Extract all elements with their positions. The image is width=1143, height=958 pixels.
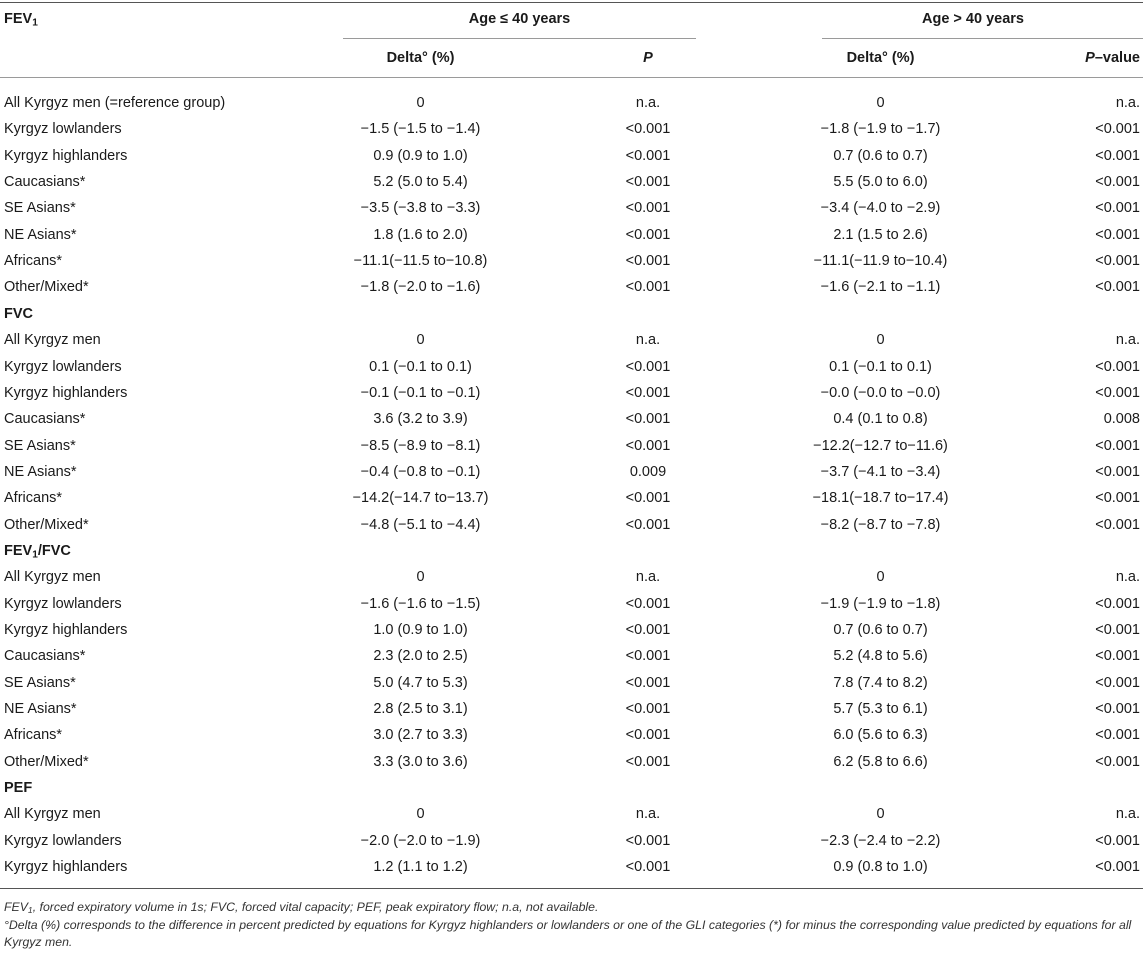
row-label: Kyrgyz lowlanders: [4, 121, 122, 138]
footnote-fev-text: FEV: [4, 900, 28, 914]
p-young-cell: <0.001: [625, 411, 671, 428]
delta-old-cell: 0: [876, 569, 885, 586]
section-title: [4, 538, 71, 564]
group-header-old: Age > 40 years: [922, 11, 1024, 27]
row-label: Other/Mixed*: [4, 753, 89, 770]
delta-old-cell: −3.4 (−4.0 to −2.9): [820, 200, 941, 217]
delta-young-cell: −0.4 (−0.8 to −0.1): [360, 463, 481, 480]
p-old-cell: <0.001: [1095, 226, 1140, 243]
group-young-rule: [343, 38, 696, 39]
delta-old-cell: −1.8 (−1.9 to −1.7): [820, 121, 941, 138]
delta-old-cell: −0.0 (−0.0 to −0.0): [820, 384, 941, 401]
header-bottom-rule: [0, 77, 1143, 78]
footnote-abbrev-rest: , forced expiratory volume in 1s; FVC, forced vital capacity; PEF, peak expiratory flow; n.a, not available.: [32, 900, 599, 914]
p-old-cell: <0.001: [1095, 463, 1140, 480]
table-row: [0, 433, 1143, 459]
p-old-cell: <0.001: [1095, 674, 1140, 691]
delta-old-cell: 7.8 (7.4 to 8.2): [833, 674, 928, 691]
delta-old-cell: −1.9 (−1.9 to −1.8): [820, 595, 941, 612]
table-row: [0, 670, 1143, 696]
p-young-cell: <0.001: [625, 701, 671, 718]
p-young-cell: <0.001: [625, 174, 671, 191]
p-old-cell: <0.001: [1095, 859, 1140, 876]
table-row: [0, 564, 1143, 590]
delta-old-cell: 5.2 (4.8 to 5.6): [833, 648, 928, 665]
group-old-rule: [822, 38, 1143, 39]
p-old-cell: <0.001: [1095, 437, 1140, 454]
p-young-cell: <0.001: [625, 674, 671, 691]
section-header-row: [0, 301, 1143, 327]
p-old-cell: <0.001: [1095, 358, 1140, 375]
p-young-cell: <0.001: [625, 490, 671, 507]
p-young-cell: <0.001: [625, 727, 671, 744]
delta-header-young: Delta° (%): [386, 50, 455, 66]
delta-old-cell: 0: [876, 95, 885, 111]
p-header-old: [1085, 49, 1140, 67]
delta-young-cell: 0: [416, 332, 425, 349]
p-young-cell: <0.001: [625, 832, 671, 849]
delta-young-cell: −8.5 (−8.9 to −8.1): [360, 437, 481, 454]
p-old-cell: n.a.: [1115, 332, 1140, 349]
delta-young-cell: −2.0 (−2.0 to −1.9): [360, 832, 481, 849]
table-row: [0, 643, 1143, 669]
delta-old-cell: −8.2 (−8.7 to −7.8): [820, 516, 941, 533]
table-row: [0, 274, 1143, 300]
table-top-rule: [0, 2, 1143, 3]
p-old-cell: <0.001: [1095, 701, 1140, 718]
p-old-cell: n.a.: [1115, 806, 1140, 823]
table-row: [0, 169, 1143, 195]
p-young-cell: <0.001: [625, 595, 671, 612]
delta-young-cell: −1.5 (−1.5 to −1.4): [360, 121, 481, 138]
table-row: [0, 143, 1143, 169]
table-row: [0, 354, 1143, 380]
table-row: [0, 801, 1143, 827]
delta-old-cell: 5.7 (5.3 to 6.1): [833, 701, 928, 718]
p-young-cell: n.a.: [635, 569, 661, 586]
table-row: [0, 854, 1143, 880]
delta-old-cell: 0: [876, 332, 885, 349]
table-row: [0, 248, 1143, 274]
delta-young-cell: −4.8 (−5.1 to −4.4): [360, 516, 481, 533]
delta-young-cell: −1.6 (−1.6 to −1.5): [360, 595, 481, 612]
delta-old-cell: 0.1 (−0.1 to 0.1): [829, 358, 932, 375]
delta-old-cell: 5.5 (5.0 to 6.0): [833, 174, 928, 191]
p-young-cell: 0.009: [629, 463, 667, 480]
p-old-cell: <0.001: [1095, 595, 1140, 612]
footnote-delta: °Delta (%) corresponds to the difference in percent predicted by equations for Kyrgyz highlanders or lowlanders or one of the GLI categories (*) for minus the corresponding value predicted by equations for all Kyrgyz men.: [4, 918, 1132, 949]
section-title-subscript: 1: [32, 549, 38, 561]
p-old-cell: <0.001: [1095, 516, 1140, 533]
footnote-fev-subscript: 1: [27, 905, 33, 916]
header-fev-text: FEV: [4, 11, 33, 27]
p-header-old-suffix: –value: [1094, 50, 1140, 66]
p-old-cell: <0.001: [1095, 622, 1140, 638]
delta-young-cell: 5.2 (5.0 to 5.4): [373, 174, 468, 191]
p-old-cell: <0.001: [1095, 384, 1140, 401]
row-label: SE Asians*: [4, 200, 76, 217]
row-label: Caucasians*: [4, 411, 86, 428]
section-title-text: PEF: [4, 780, 33, 797]
row-label: Kyrgyz lowlanders: [4, 832, 122, 849]
p-young-cell: <0.001: [625, 200, 671, 217]
row-label: All Kyrgyz men: [4, 569, 101, 586]
delta-old-cell: −2.3 (−2.4 to −2.2): [820, 832, 941, 849]
delta-young-cell: 5.0 (4.7 to 5.3): [373, 674, 468, 691]
p-young-cell: <0.001: [625, 226, 671, 243]
delta-young-cell: 2.3 (2.0 to 2.5): [373, 648, 468, 665]
delta-old-cell: −3.7 (−4.1 to −3.4): [820, 463, 941, 480]
row-label: Kyrgyz lowlanders: [4, 595, 122, 612]
table-row: [0, 696, 1143, 722]
table-row: [0, 406, 1143, 432]
p-old-cell: n.a.: [1115, 569, 1140, 586]
table-row: [0, 90, 1143, 116]
delta-old-cell: 0.4 (0.1 to 0.8): [833, 411, 928, 428]
table-row: [0, 828, 1143, 854]
group-header-young: Age ≤ 40 years: [468, 11, 571, 27]
p-young-cell: n.a.: [635, 332, 661, 349]
delta-old-cell: −11.1(−11.9 to−10.4): [813, 253, 948, 270]
delta-young-cell: 3.3 (3.0 to 3.6): [373, 753, 468, 770]
section-title: [4, 775, 32, 801]
p-young-cell: <0.001: [625, 279, 671, 296]
delta-young-cell: −3.5 (−3.8 to −3.3): [360, 200, 481, 217]
p-young-cell: <0.001: [625, 516, 671, 533]
delta-young-cell: 0.1 (−0.1 to 0.1): [369, 358, 472, 375]
table-bottom-rule: [0, 888, 1143, 889]
row-label: Kyrgyz highlanders: [4, 859, 128, 876]
delta-header-old: Delta° (%): [846, 50, 915, 66]
delta-old-cell: −1.6 (−2.1 to −1.1): [820, 279, 941, 296]
p-young-cell: <0.001: [625, 121, 671, 138]
table-row: [0, 195, 1143, 221]
p-old-cell: <0.001: [1095, 200, 1140, 217]
delta-young-cell: −1.8 (−2.0 to −1.6): [360, 279, 481, 296]
delta-young-cell: −14.2(−14.7 to−13.7): [352, 490, 489, 507]
section-header-row: [0, 775, 1143, 801]
row-label: SE Asians*: [4, 674, 76, 691]
delta-old-cell: −18.1(−18.7 to−17.4): [812, 490, 949, 507]
section-header-row: [0, 538, 1143, 564]
delta-young-cell: 0: [416, 95, 425, 111]
row-label: Kyrgyz highlanders: [4, 147, 128, 164]
p-old-cell: <0.001: [1095, 121, 1140, 138]
table-row: [0, 722, 1143, 748]
row-label: NE Asians*: [4, 701, 77, 718]
p-old-cell: <0.001: [1095, 727, 1140, 744]
delta-young-cell: 1.2 (1.1 to 1.2): [373, 859, 468, 876]
footnote-abbreviations: [4, 899, 1139, 916]
row-label: NE Asians*: [4, 463, 77, 480]
delta-old-cell: −12.2(−12.7 to−11.6): [813, 437, 948, 454]
p-young-cell: <0.001: [625, 253, 671, 270]
row-label: Other/Mixed*: [4, 516, 89, 533]
p-old-cell: <0.001: [1095, 174, 1140, 191]
delta-old-cell: 2.1 (1.5 to 2.6): [833, 226, 928, 243]
row-label: Africans*: [4, 727, 63, 744]
row-label: Africans*: [4, 490, 63, 507]
row-label: Caucasians*: [4, 174, 86, 191]
p-young-cell: <0.001: [625, 648, 671, 665]
delta-young-cell: 0.9 (0.9 to 1.0): [373, 147, 468, 164]
p-young-cell: n.a.: [635, 806, 661, 823]
delta-young-cell: −11.1(−11.5 to−10.8): [353, 253, 488, 270]
table-row: [0, 749, 1143, 775]
p-header-old-letter: P: [1085, 50, 1095, 66]
delta-young-cell: 2.8 (2.5 to 3.1): [373, 701, 468, 718]
p-young-cell: <0.001: [625, 437, 671, 454]
delta-young-cell: 3.0 (2.7 to 3.3): [373, 727, 468, 744]
row-label: SE Asians*: [4, 437, 76, 454]
delta-young-cell: 0: [416, 806, 425, 823]
p-old-cell: <0.001: [1095, 832, 1140, 849]
table-row: [0, 327, 1143, 353]
p-young-cell: <0.001: [625, 753, 671, 770]
section-title-suffix: /FVC: [37, 542, 71, 559]
row-label: NE Asians*: [4, 226, 77, 243]
delta-old-cell: 6.2 (5.8 to 6.6): [833, 753, 928, 770]
table-row: [0, 617, 1143, 643]
row-label: Kyrgyz highlanders: [4, 622, 128, 638]
delta-young-cell: 1.8 (1.6 to 2.0): [373, 226, 468, 243]
table-row: [0, 222, 1143, 248]
p-old-cell: <0.001: [1095, 648, 1140, 665]
p-old-cell: n.a.: [1115, 95, 1140, 111]
delta-young-cell: 3.6 (3.2 to 3.9): [373, 411, 468, 428]
p-old-cell: 0.008: [1103, 411, 1140, 428]
table-row: [0, 380, 1143, 406]
delta-young-cell: 1.0 (0.9 to 1.0): [373, 622, 468, 638]
p-old-cell: <0.001: [1095, 279, 1140, 296]
row-label: Africans*: [4, 253, 63, 270]
delta-old-cell: 0.9 (0.8 to 1.0): [833, 859, 928, 876]
delta-young-cell: −0.1 (−0.1 to −0.1): [360, 384, 481, 401]
row-label: All Kyrgyz men: [4, 332, 101, 349]
p-old-cell: <0.001: [1095, 147, 1140, 164]
header-fev-subscript: 1: [32, 17, 38, 29]
table-row: [0, 591, 1143, 617]
section-title-text: FEV: [4, 542, 33, 559]
p-young-cell: n.a.: [635, 95, 661, 111]
first-column-header: [4, 10, 38, 28]
row-label: Kyrgyz lowlanders: [4, 358, 122, 375]
table-row: [0, 116, 1143, 142]
p-young-cell: <0.001: [625, 147, 671, 164]
table-row: [0, 512, 1143, 538]
row-label: Kyrgyz highlanders: [4, 384, 128, 401]
p-header-young: P: [643, 50, 653, 66]
delta-old-cell: 0.7 (0.6 to 0.7): [833, 147, 928, 164]
p-old-cell: <0.001: [1095, 253, 1140, 270]
p-young-cell: <0.001: [625, 358, 671, 375]
row-label: All Kyrgyz men (=reference group): [4, 95, 226, 111]
row-label: All Kyrgyz men: [4, 806, 101, 823]
table-row: [0, 459, 1143, 485]
p-young-cell: <0.001: [625, 384, 671, 401]
section-title: [4, 301, 33, 327]
p-old-cell: <0.001: [1095, 490, 1140, 507]
row-label: Caucasians*: [4, 648, 86, 665]
delta-old-cell: 0: [876, 806, 885, 823]
delta-old-cell: 6.0 (5.6 to 6.3): [833, 727, 928, 744]
table-row: [0, 485, 1143, 511]
section-title-text: FVC: [4, 305, 33, 322]
p-old-cell: <0.001: [1095, 753, 1140, 770]
delta-old-cell: 0.7 (0.6 to 0.7): [833, 622, 928, 638]
p-young-cell: <0.001: [625, 859, 671, 876]
row-label: Other/Mixed*: [4, 279, 89, 296]
p-young-cell: <0.001: [625, 622, 671, 638]
delta-young-cell: 0: [416, 569, 425, 586]
